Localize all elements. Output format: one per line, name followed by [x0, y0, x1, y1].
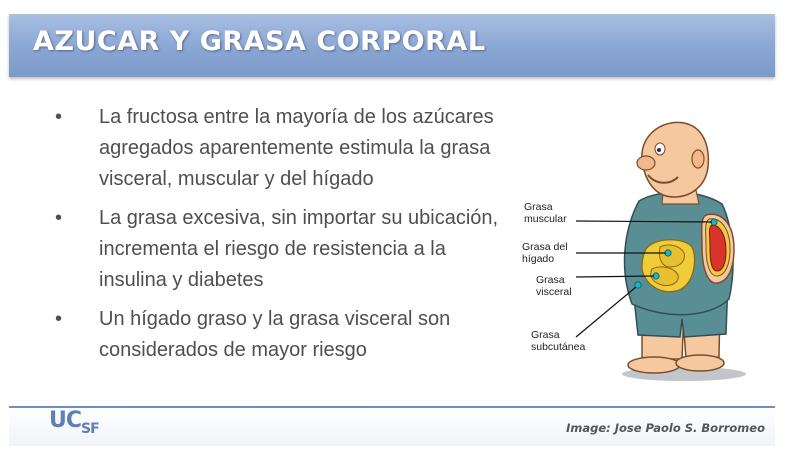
logo-main: UC — [49, 408, 82, 433]
label-grasa-visceral: Grasa visceral — [536, 274, 572, 298]
bullet-text: La fructosa entre la mayoría de los azúcares agregados aparentemente estimula la grasa visceral, muscular y del hígado — [99, 106, 494, 190]
title-bar — [9, 14, 775, 77]
bullet-item — [49, 304, 519, 366]
slide-title: AZUCAR Y GRASA CORPORAL — [33, 26, 486, 57]
footer — [9, 408, 775, 446]
label-grasa-higado: Grasa del hígado — [522, 241, 568, 265]
bullet-list — [49, 102, 519, 374]
bullet-icon: • — [55, 207, 63, 229]
bullet-icon: • — [55, 106, 63, 128]
logo-sub: SF — [81, 421, 99, 437]
bullet-text: La grasa excesiva, sin importar su ubicación, incrementa el riesgo de resistencia a la insulina y diabetes — [99, 207, 499, 291]
bullet-icon: • — [55, 308, 63, 330]
image-credit: Image: Jose Paolo S. Borromeo — [566, 421, 765, 435]
label-grasa-subcutanea: Grasa subcutánea — [531, 329, 586, 353]
slide — [9, 14, 775, 446]
body-fat-illustration — [514, 119, 764, 384]
bullet-item — [49, 102, 519, 195]
label-grasa-muscular: Grasa muscular — [524, 201, 567, 225]
ucsf-logo — [49, 408, 99, 437]
bullet-item — [49, 203, 519, 296]
bullet-text: Un hígado graso y la grasa visceral son considerados de mayor riesgo — [99, 308, 451, 361]
